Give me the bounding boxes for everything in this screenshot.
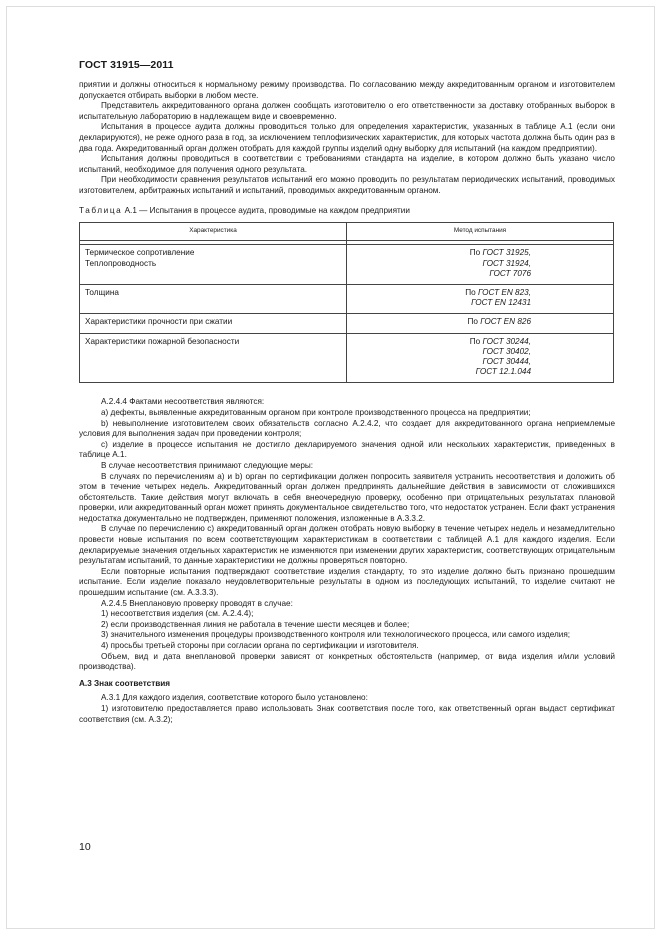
table-body xyxy=(80,245,614,383)
characteristic-cell xyxy=(80,314,347,333)
method-standard: ГОСТ EN 12431 xyxy=(471,298,531,308)
characteristic-text: Толщина xyxy=(85,287,119,297)
section-heading-a3: А.3 Знак соответствия xyxy=(79,678,171,688)
paragraph: Испытания должны проводиться в соответствии с требованиями стандарта на изделие, в котором должно быть указано число испытаний, необходимое для получения одного результата. xyxy=(79,154,615,174)
table-caption-text: А.1 — Испытания в процессе аудита, проводимые на каждом предприятии xyxy=(122,205,410,215)
method-line xyxy=(352,357,531,367)
paragraph: Если повторные испытания подтверждают соответствие изделия стандарту, то это изделие должно быть признано прошедшим испытание. Если изделие показало неудовлетворительные результаты в одном из последующих испытаний, то изделие считают не прошедшим испытание (см. А.3.3.3). xyxy=(79,566,615,598)
audit-tests-table xyxy=(79,222,614,383)
method-cell xyxy=(347,284,614,313)
method-prefix: По xyxy=(469,336,483,346)
method-line xyxy=(352,337,531,347)
method-standard: ГОСТ EN 826 xyxy=(480,317,531,327)
method-line xyxy=(352,298,531,308)
table-caption xyxy=(79,206,615,217)
paragraph: А.2.4.5 Внеплановую проверку проводят в случае: xyxy=(101,598,293,608)
method-line xyxy=(352,269,531,279)
paragraph: а) дефекты, выявленные аккредитованным органом при контроле производственного процесса на предприятии; xyxy=(101,407,531,417)
characteristic-text: Характеристики пожарной безопасности xyxy=(85,336,240,346)
paragraph: А.3.1 Для каждого изделия, соответствие которого было установлено: xyxy=(101,693,368,703)
paragraph: В случае по перечислению с) аккредитованный орган должен отобрать новую выборку в течение четырех недель и незамедлительно провести новые испытания по всем соответствующим характеристикам в соответствии с таблицей А.1 для каждого изделия. Если декларируемые значения отдельных характеристик не изменяются при изменении других характеристик, соответствующих отрицательным результатам испытаний, то данные характеристики не должны проверяться повторно. xyxy=(79,524,615,566)
table-row xyxy=(80,245,614,285)
paragraph: 3) значительного изменения процедуры производственного контроля или технологического процесса, или самого изделия; xyxy=(101,630,571,640)
characteristic-cell xyxy=(80,333,347,383)
method-standard: ГОСТ 12.1.044 xyxy=(475,367,531,377)
method-cell xyxy=(347,314,614,333)
method-line xyxy=(352,367,531,377)
section-a3-paragraphs xyxy=(79,693,615,725)
paragraph: Испытания в процессе аудита должны проводиться только для определения характеристик, указанных в таблице А.1 (если они декларируются), не реже одного раза в год, за исключением теплофизических характеристик, для которых частота должна быть один раз в два года. Аккредитованный орган должен отобрать для каждой группы изделий одну выборку для испытаний (на каждом предприятии). xyxy=(79,122,615,153)
characteristic-cell xyxy=(80,245,347,285)
paragraph: приятии и должны относиться к нормальному режиму производства. По согласованию между аккредитованным органом и изготовителем допускается отбирать выборки в любом месте. xyxy=(79,80,615,100)
method-cell xyxy=(347,245,614,285)
method-line xyxy=(352,288,531,298)
paragraph: А.2.4.4 Фактами несоответствия являются: xyxy=(101,397,265,407)
method-line xyxy=(352,317,531,327)
paragraph: Объем, вид и дата внеплановой проверки зависят от конкретных обстоятельств (например, от вида изделия и/или условий производства). xyxy=(79,651,615,672)
table-caption-label: Таблица xyxy=(79,205,123,215)
paragraph: В случае несоответствия принимают следующие меры: xyxy=(101,460,314,470)
method-standard: ГОСТ 30402, xyxy=(482,346,531,356)
paragraph: В случаях по перечислениям а) и b) орган по сертификации должен попросить заявителя устранить несоответствия и доложить об этом в течение четырех недель. Аккредитованный орган должен предпринять дальнейшие действия в зависимости от сложившихся обстоятельств. Такие действия могут включать в себя внеочередную проверку, особенно при отрицательных результатах плановой проверки, или аккредитованный орган может принять документальное свидетельство того, что недостаток устранен. Если факт устранения недостатка документально не подтвержден, применяют положения, изложенные в А.3.3.2. xyxy=(79,471,615,523)
method-standard: ГОСТ 7076 xyxy=(489,268,531,278)
paragraph: 1) изготовителю предоставляется право использовать Знак соответствия после того, как ответственный орган выдаст сертификат соответствия (см. А.3.2); xyxy=(79,703,615,724)
page-body xyxy=(79,80,615,725)
paragraph: 1) несоответствия изделия (см. А.2.4.4); xyxy=(101,609,254,619)
characteristic-text: Термическое сопротивление xyxy=(85,248,195,258)
method-prefix: По xyxy=(465,287,478,297)
method-standard: ГОСТ 31925, xyxy=(482,248,531,258)
method-standard: ГОСТ EN 823, xyxy=(477,287,531,297)
table-row xyxy=(80,314,614,333)
column-header-test-method: Метод испытания xyxy=(347,223,614,241)
method-line xyxy=(352,248,531,258)
table-row xyxy=(80,284,614,313)
table-row xyxy=(80,333,614,383)
document-header: ГОСТ 31915—2011 xyxy=(79,59,174,71)
method-line xyxy=(352,347,531,357)
method-standard: ГОСТ 30244, xyxy=(482,336,531,346)
page-number: 10 xyxy=(79,841,91,853)
paragraph: Представитель аккредитованного органа должен сообщать изготовителю о его ответственности за доставку отобранных выборок в испытательную лабораторию в надлежащем виде и своевременно. xyxy=(79,101,615,121)
method-prefix: По xyxy=(467,317,481,327)
method-standard: ГОСТ 30444, xyxy=(482,356,531,366)
column-header-characteristic: Характеристика xyxy=(80,223,347,241)
characteristic-cell xyxy=(80,284,347,313)
method-cell xyxy=(347,333,614,383)
method-standard: ГОСТ 31924, xyxy=(482,258,531,268)
bottom-paragraphs xyxy=(79,397,615,672)
paragraph: При необходимости сравнения результатов испытаний его можно проводить по результатам периодических испытаний, проводимых изготовителем, арбитражных испытаний и испытаний, проводимых аккредитованным органом. xyxy=(79,175,615,195)
characteristic-text: Теплопроводность xyxy=(85,258,157,268)
top-paragraphs xyxy=(79,80,615,197)
paragraph: 2) если производственная линия не работала в течение шести месяцев и более; xyxy=(101,619,410,629)
method-line xyxy=(352,259,531,269)
characteristic-text: Характеристики прочности при сжатии xyxy=(85,317,233,327)
paragraph: b) невыполнение изготовителем своих обязательств согласно А.2.4.2, что создает для аккредитованного органа неприемлемые условия для выполнения задач при проведении контроля; xyxy=(79,418,615,439)
method-prefix: По xyxy=(469,248,483,258)
paragraph: 4) просьбы третьей стороны при согласии органа по сертификации и изготовителя. xyxy=(101,641,419,651)
paragraph: с) изделие в процессе испытания не достигло декларируемого значения одной или нескольких характеристик, приведенных в таблице А.1. xyxy=(79,439,615,460)
